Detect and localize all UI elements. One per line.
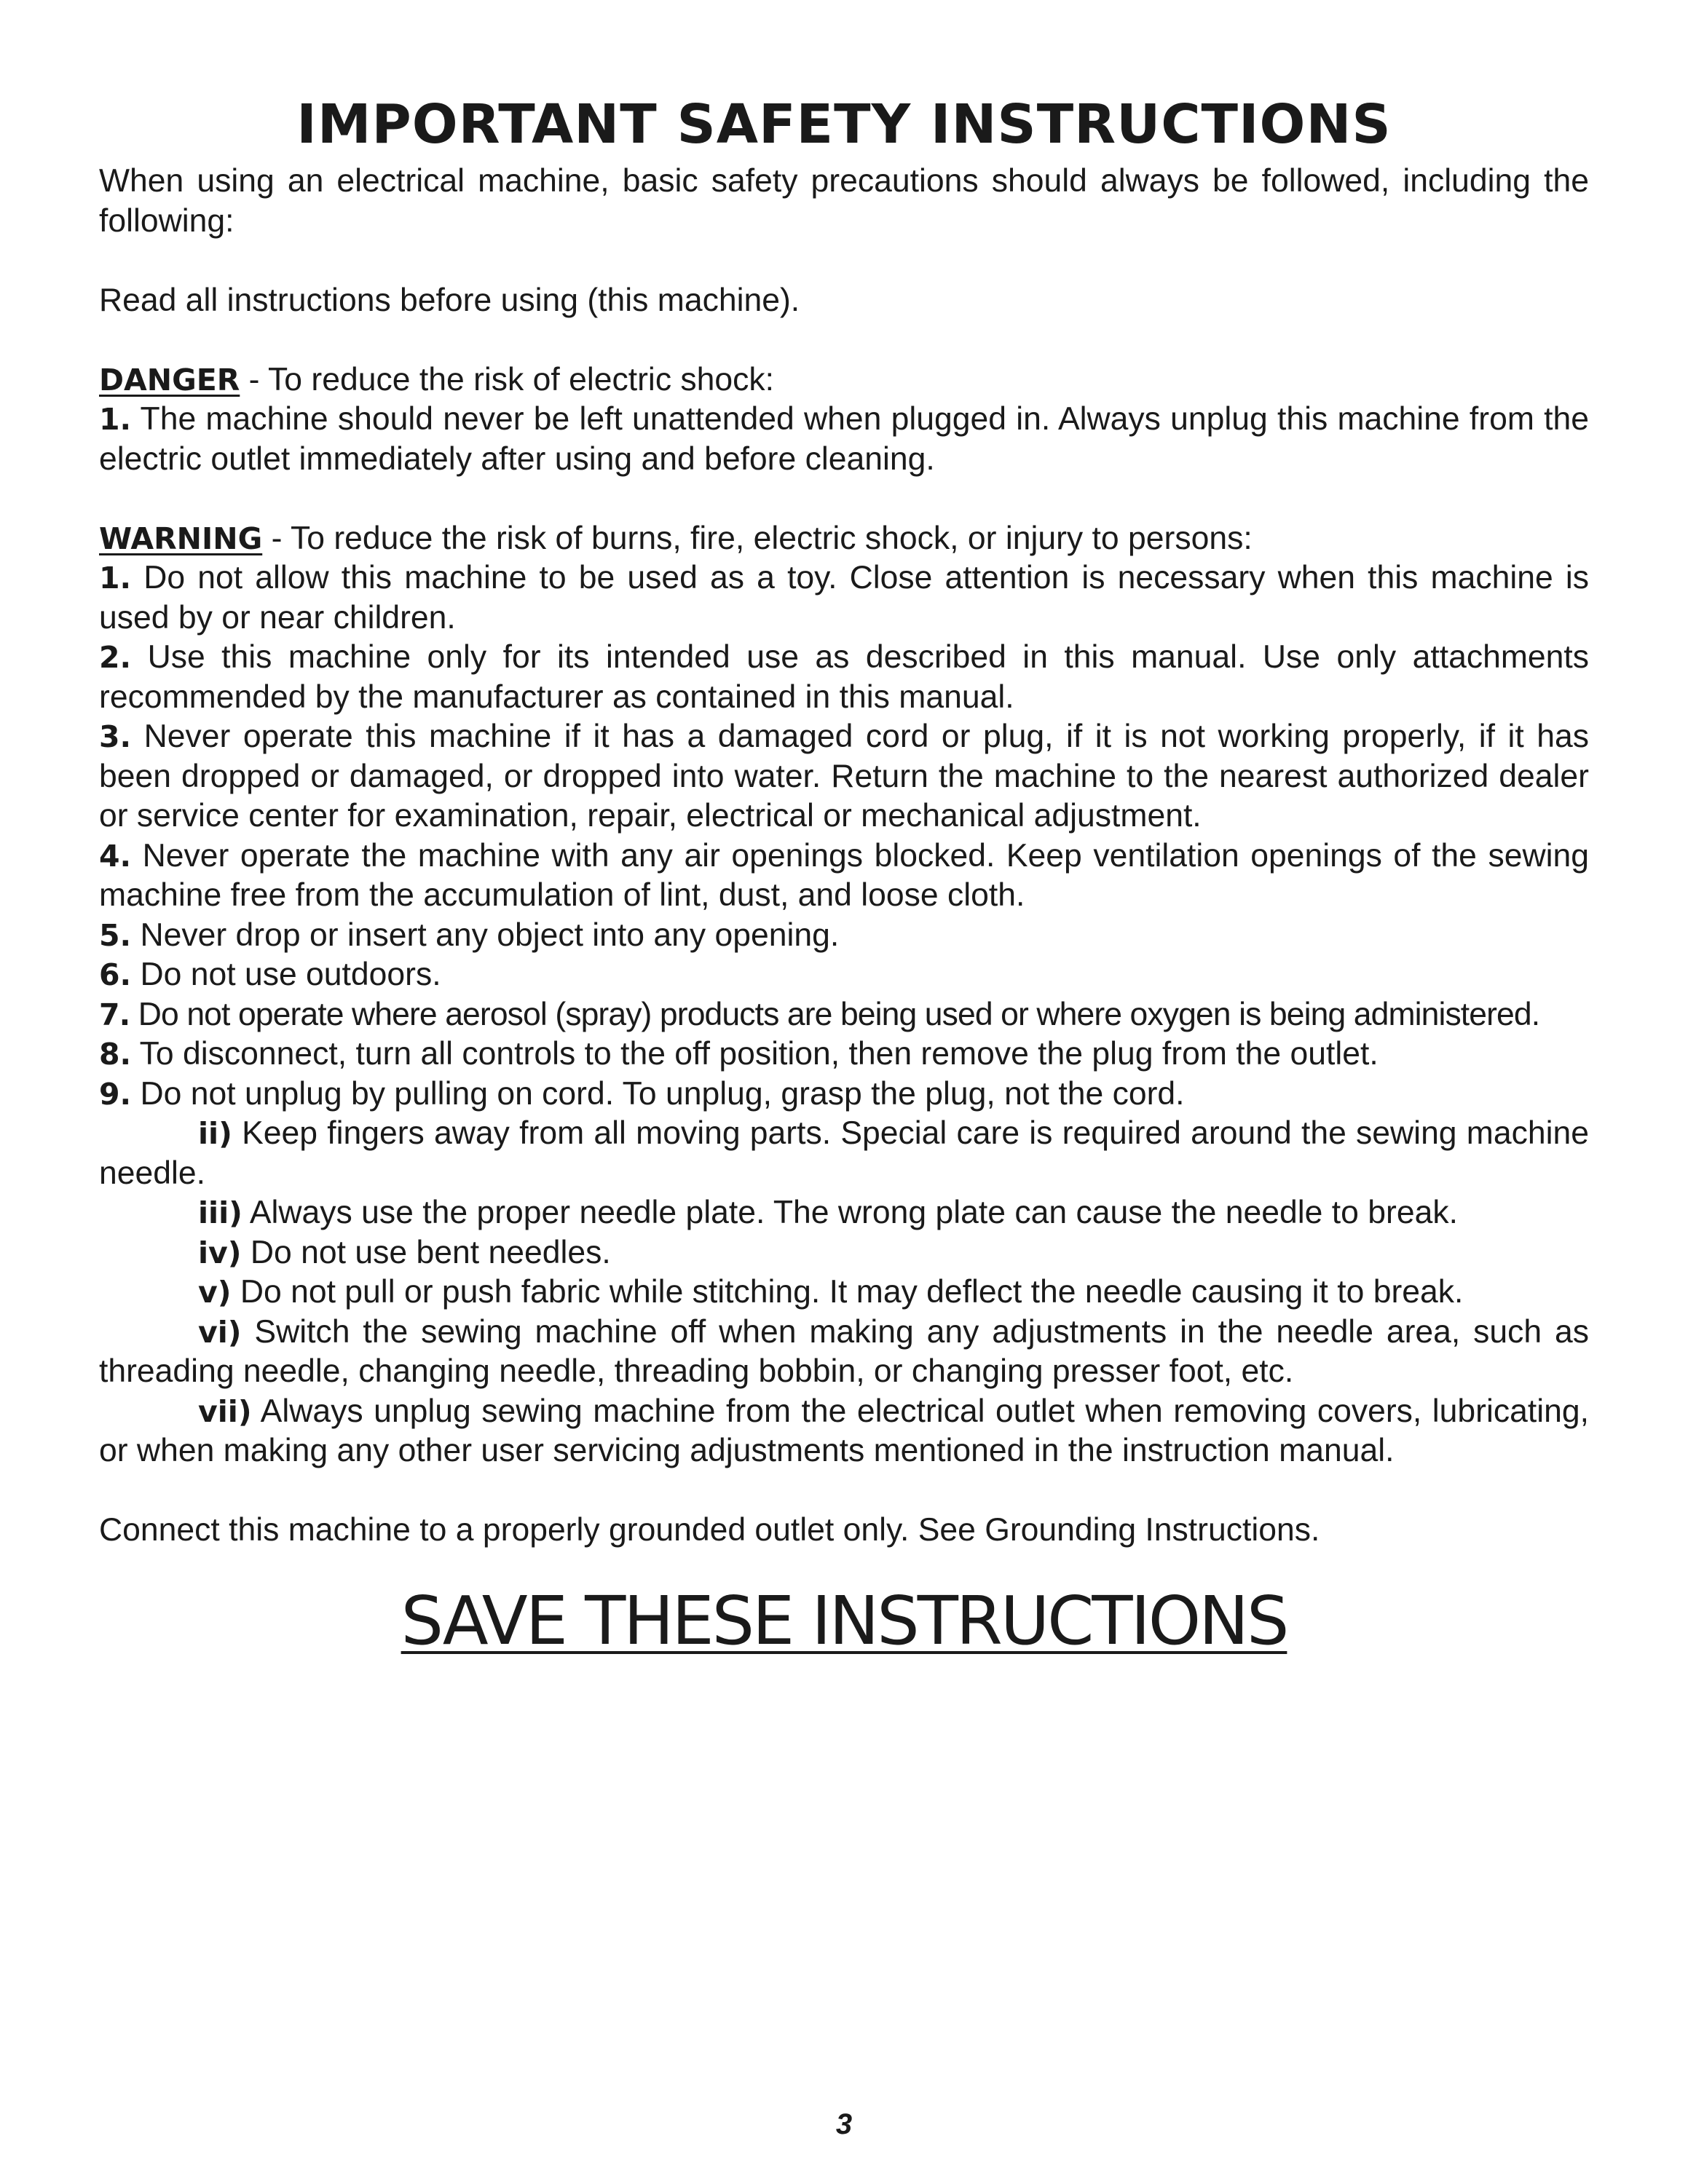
spacer	[99, 241, 1589, 281]
danger-item	[99, 400, 1589, 479]
item-number: 1.	[99, 561, 132, 596]
warning-heading-text: - To reduce the risk of burns, fire, electric shock, or injury to persons:	[262, 520, 1253, 556]
item-number: 8.	[99, 1037, 132, 1072]
warning-subitem	[99, 1193, 1589, 1233]
subitem-text: Do not use bent needles.	[241, 1234, 611, 1270]
item-number: 4.	[99, 838, 132, 874]
subitem-text: Keep fingers away from all moving parts. Special care is required around the sewing machine needle.	[99, 1115, 1589, 1191]
warning-item	[99, 995, 1589, 1035]
warning-item	[99, 1034, 1589, 1075]
item-number: 9.	[99, 1076, 132, 1112]
item-number: 3.	[99, 719, 132, 754]
item-text: Never operate this machine if it has a damaged cord or plug, if it is not working properly, if it has been dropped or damaged, or dropped into water. Return the machine to the nearest authorized dealer or service center for examination, repair, electrical or mechanical adjustment.	[99, 719, 1589, 834]
item-text: Do not use outdoors.	[131, 957, 441, 992]
subitem-number: vii)	[198, 1393, 252, 1429]
warning-heading	[99, 519, 1589, 559]
body-text	[99, 162, 1589, 1551]
item-text: Do not operate where aerosol (spray) products are being used or where oxygen is being administered.	[130, 996, 1540, 1032]
subitem-text: Always use the proper needle plate. The wrong plate can cause the needle to break.	[242, 1195, 1458, 1230]
subitem-text: Switch the sewing machine off when making any adjustments in the needle area, such as threading needle, changing needle, threading bobbin, or changing presser foot, etc.	[99, 1313, 1589, 1389]
warning-item	[99, 916, 1589, 956]
subitem-text: Always unplug sewing machine from the electrical outlet when removing covers, lubricating, or when making any other user servicing adjustments mentioned in the instruction manual.	[99, 1393, 1589, 1468]
warning-item	[99, 1075, 1589, 1115]
warning-item	[99, 558, 1589, 638]
subitem-number: iii)	[198, 1195, 242, 1230]
read-all-paragraph: Read all instructions before using (this machine).	[99, 282, 800, 318]
item-text: Never operate the machine with any air openings blocked. Keep ventilation openings of the sewing machine free from the accumulation of lint, dust, and loose cloth.	[99, 837, 1589, 913]
item-text: Never drop or insert any object into any opening.	[131, 917, 840, 953]
item-number: 6.	[99, 957, 132, 992]
danger-heading	[99, 360, 1589, 400]
warning-item	[99, 717, 1589, 836]
warning-label: WARNING	[99, 521, 263, 556]
item-text: The machine should never be left unattended when plugged in. Always unplug this machine from the electric outlet immediately after using and before cleaning.	[99, 401, 1589, 477]
danger-heading-text: - To reduce the risk of electric shock:	[240, 361, 775, 397]
spacer	[99, 320, 1589, 360]
subitem-number: iv)	[198, 1235, 242, 1270]
item-number: 5.	[99, 917, 132, 953]
item-text: Do not allow this machine to be used as a toy. Close attention is necessary when this machine is used by or near children.	[99, 560, 1589, 636]
page-title: IMPORTANT SAFETY INSTRUCTIONS	[296, 93, 1392, 156]
warning-subitem	[99, 1313, 1589, 1392]
warning-item	[99, 955, 1589, 995]
subitem-number: vi)	[198, 1314, 242, 1350]
grounding-paragraph: Connect this machine to a properly grounded outlet only. See Grounding Instructions.	[99, 1512, 1320, 1548]
document-page	[99, 0, 1589, 2184]
save-instructions-heading	[99, 1581, 1589, 1661]
item-text: Use this machine only for its intended use as described in this manual. Use only attachments recommended by the manufacturer as contained in this manual.	[99, 639, 1589, 715]
spacer	[99, 1471, 1589, 1511]
warning-subitem	[99, 1392, 1589, 1471]
spacer	[99, 479, 1589, 519]
subitem-number: ii)	[198, 1116, 232, 1151]
page-number: 3	[835, 2108, 853, 2140]
item-number: 2.	[99, 640, 132, 675]
warning-item	[99, 638, 1589, 717]
warning-subitem	[99, 1114, 1589, 1193]
item-text: Do not unplug by pulling on cord. To unplug, grasp the plug, not the cord.	[131, 1075, 1185, 1112]
warning-subitem	[99, 1273, 1589, 1313]
item-number: 1.	[99, 402, 132, 437]
warning-subitem	[99, 1233, 1589, 1273]
save-instructions-text: SAVE THESE INSTRUCTIONS	[401, 1582, 1287, 1660]
item-text: To disconnect, turn all controls to the off position, then remove the plug from the outlet.	[131, 1036, 1379, 1072]
warning-item	[99, 836, 1589, 916]
subitem-text: Do not pull or push fabric while stitching. It may deflect the needle causing it to break.	[231, 1274, 1464, 1310]
danger-label: DANGER	[99, 362, 240, 397]
subitem-number: v)	[198, 1275, 232, 1310]
item-number: 7.	[99, 997, 130, 1032]
intro-paragraph: When using an electrical machine, basic safety precautions should always be followed, including the following:	[99, 163, 1589, 239]
